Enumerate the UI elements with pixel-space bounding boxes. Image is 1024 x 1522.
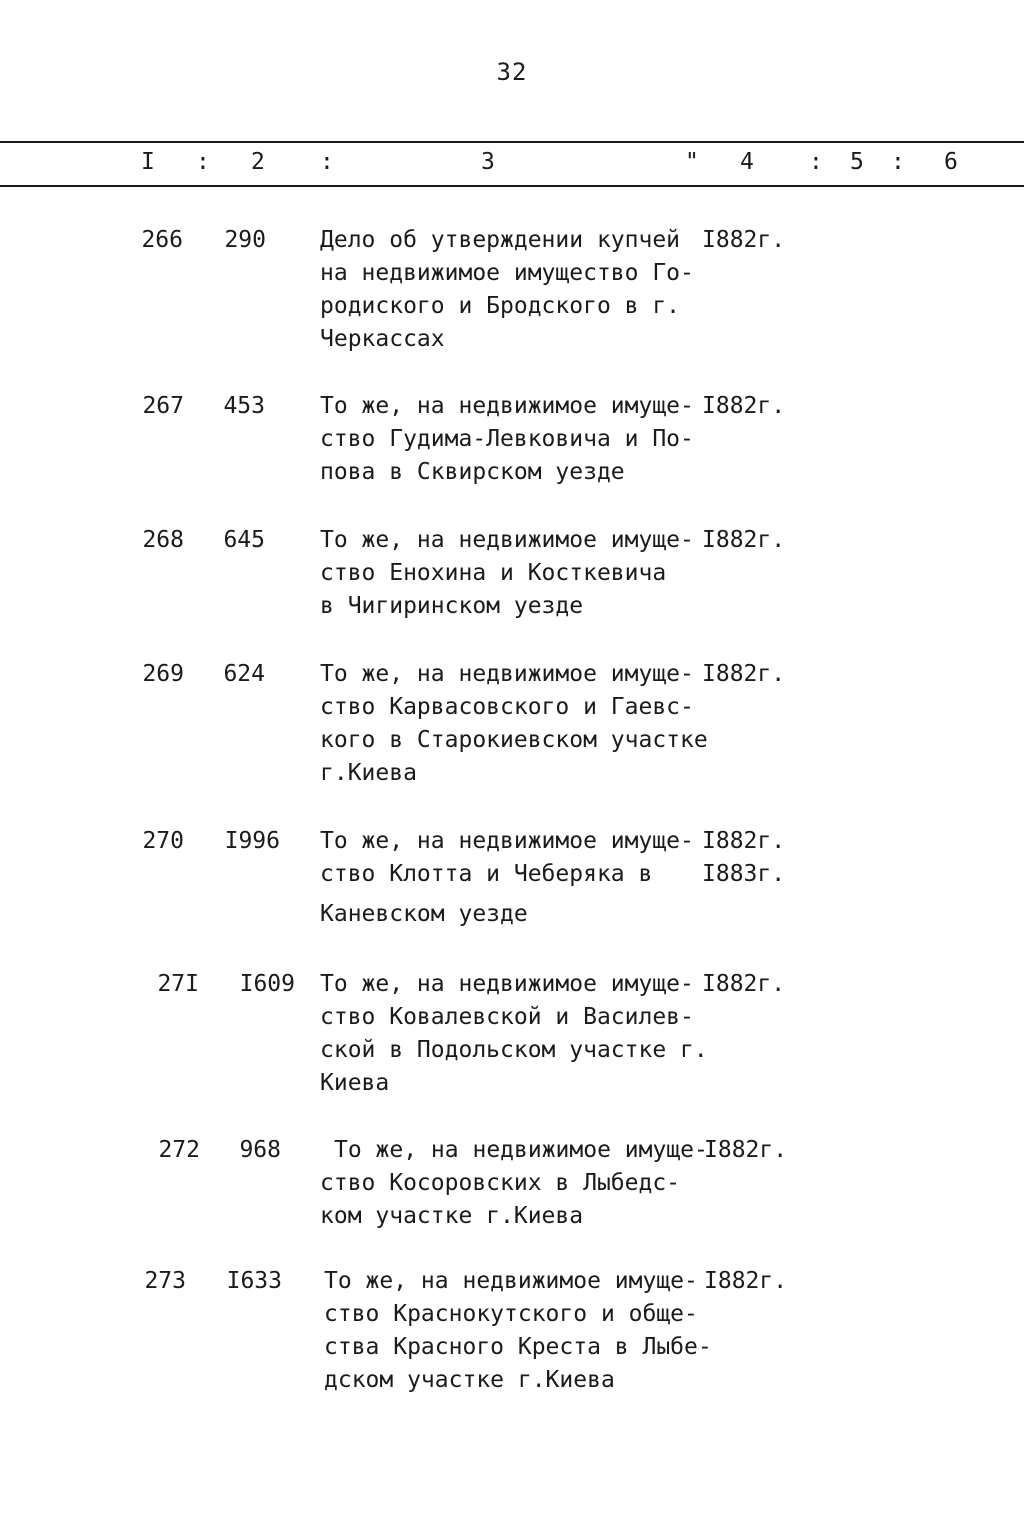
entry-date: I882г. bbox=[704, 1268, 788, 1294]
entry-dates bbox=[704, 1268, 804, 1301]
header-rule-bottom bbox=[0, 185, 1024, 187]
entry-dates bbox=[702, 393, 802, 426]
entry-dates bbox=[702, 971, 802, 1004]
entry-date: I882г. bbox=[702, 227, 786, 253]
entry-reference: I996 bbox=[224, 828, 280, 854]
entry-reference: I633 bbox=[226, 1268, 282, 1294]
entry-number: 273 bbox=[144, 1268, 186, 1294]
description-line: ской в Подольском участке г. bbox=[320, 1037, 708, 1063]
column-header-5: 5 bbox=[850, 149, 864, 175]
entry-reference: 624 bbox=[223, 661, 265, 687]
description-line: То же, на недвижимое имуще- bbox=[320, 828, 694, 854]
column-header-1: I bbox=[141, 149, 155, 175]
column-header-separator: : bbox=[891, 149, 905, 175]
entry-number: 269 bbox=[142, 661, 184, 687]
description-line: ство Клотта и Чеберяка в bbox=[320, 861, 653, 887]
header-rule-top bbox=[0, 141, 1024, 143]
description-line: То же, на недвижимое имуще- bbox=[334, 1137, 708, 1163]
column-header-separator: : bbox=[320, 149, 334, 175]
description-line: кого в Старокиевском участке bbox=[320, 727, 708, 753]
description-line: дском участке г.Киева bbox=[324, 1367, 615, 1393]
column-header-4: 4 bbox=[740, 149, 754, 175]
column-header-6: 6 bbox=[944, 149, 958, 175]
entry-description bbox=[320, 393, 710, 492]
entry-description bbox=[320, 971, 710, 1103]
entry-reference: I609 bbox=[239, 971, 295, 997]
entry-date: I882г. bbox=[702, 527, 786, 553]
description-line: То же, на недвижимое имуще- bbox=[320, 393, 694, 419]
entry-date: I882г. bbox=[702, 393, 786, 419]
entry-dates bbox=[702, 661, 802, 694]
description-line: ство Косоровских в Лыбедс- bbox=[320, 1170, 681, 1196]
entry-description bbox=[320, 1137, 710, 1236]
description-line: ство Краснокутского и обще- bbox=[324, 1301, 698, 1327]
entry-description bbox=[324, 1268, 714, 1400]
description-line: Дело об утверждении купчей bbox=[320, 227, 681, 253]
entry-description bbox=[320, 661, 710, 793]
entry-date: I882г. bbox=[702, 828, 786, 854]
entry-reference: 968 bbox=[239, 1137, 281, 1163]
description-line: То же, на недвижимое имуще- bbox=[324, 1268, 698, 1294]
description-line: То же, на недвижимое имуще- bbox=[320, 971, 694, 997]
entry-number: 267 bbox=[142, 393, 184, 419]
entry-dates bbox=[704, 1137, 804, 1170]
column-header-2: 2 bbox=[251, 149, 265, 175]
entry-dates bbox=[702, 227, 802, 260]
description-line: То же, на недвижимое имуще- bbox=[320, 527, 694, 553]
description-line: ство Енохина и Косткевича bbox=[320, 560, 667, 586]
description-line: ства Красного Креста в Лыбе- bbox=[324, 1334, 712, 1360]
entry-date: I882г. bbox=[702, 661, 786, 687]
description-line: ство Гудима-Левковича и По- bbox=[320, 426, 694, 452]
description-line: на недвижимое имущество Го- bbox=[320, 260, 694, 286]
description-line: Черкассах bbox=[320, 326, 445, 352]
column-header-3: 3 bbox=[481, 149, 495, 175]
entry-dates bbox=[702, 828, 802, 894]
entry-reference: 453 bbox=[223, 393, 265, 419]
entry-number: 272 bbox=[158, 1137, 200, 1163]
entry-description bbox=[320, 227, 710, 359]
entry-number: 27I bbox=[157, 971, 199, 997]
description-line: в Чигиринском уезде bbox=[320, 593, 584, 619]
entry-reference: 290 bbox=[224, 227, 266, 253]
description-line: ство Карвасовского и Гаевс- bbox=[320, 694, 694, 720]
description-line: Киева bbox=[320, 1070, 390, 1096]
entry-dates bbox=[702, 527, 802, 560]
entry-number: 266 bbox=[141, 227, 183, 253]
entry-number: 270 bbox=[142, 828, 184, 854]
entry-date: I882г. bbox=[702, 971, 786, 997]
description-line: пова в Сквирском уезде bbox=[320, 459, 625, 485]
column-header-separator: : bbox=[809, 149, 823, 175]
description-line: То же, на недвижимое имуще- bbox=[320, 661, 694, 687]
description-line: родиского и Бродского в г. bbox=[320, 293, 681, 319]
entry-date: I882г. bbox=[704, 1137, 788, 1163]
column-header-separator: " bbox=[685, 149, 699, 175]
entry-number: 268 bbox=[142, 527, 184, 553]
description-line: г.Киева bbox=[320, 760, 417, 786]
page-number: 32 bbox=[496, 58, 528, 86]
entry-date: I883г. bbox=[702, 861, 786, 887]
description-line: ство Ковалевской и Василев- bbox=[320, 1004, 694, 1030]
description-line: Каневском уезде bbox=[320, 901, 528, 927]
column-header-separator: : bbox=[196, 149, 210, 175]
entry-reference: 645 bbox=[223, 527, 265, 553]
entry-description bbox=[320, 527, 710, 626]
description-line: ком участке г.Киева bbox=[320, 1203, 584, 1229]
entry-description bbox=[320, 828, 710, 934]
